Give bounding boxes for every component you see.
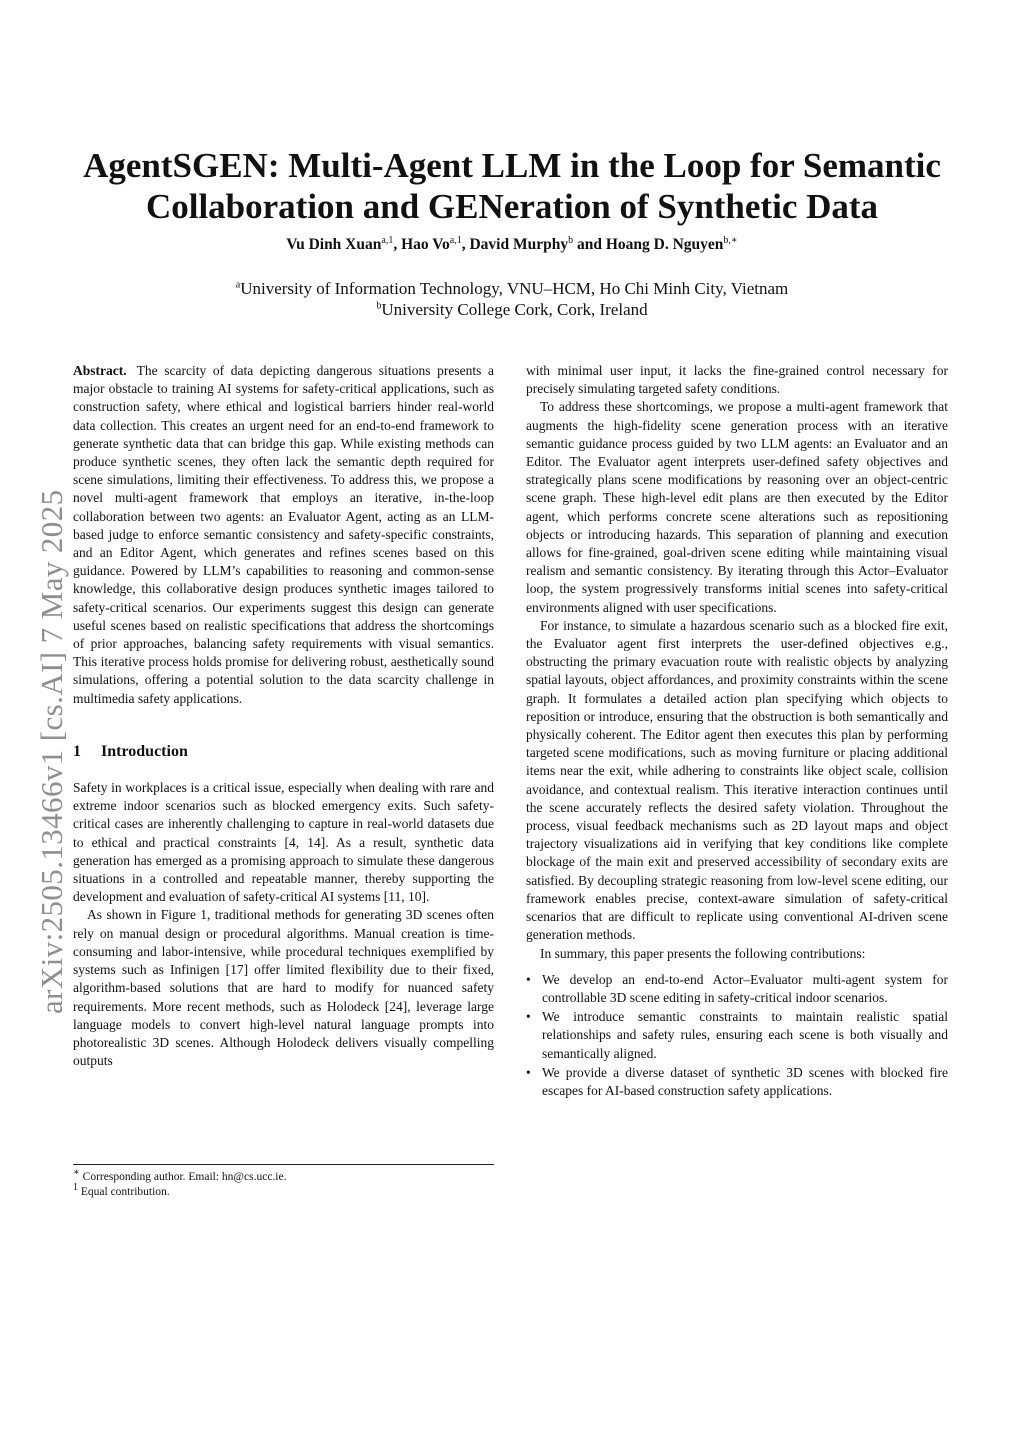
paper-title [60,145,964,227]
abstract-text: The scarcity of data depicting dangerous situations presents a major obstacle to training AI systems for safety-critical applications, such as construction safety, where ethical and logistical barriers hinder real-world data collection. This creates an urgent need for an end-to-end framework to generate synthetic data that can bridge this gap. While existing methods can produce synthetic scenes, they often lack the semantic depth required for scene simulations, limiting their effectiveness. To address this, we propose a novel multi-agent framework that employs an iterative, in-the-loop collaboration between two agents: an Evaluator Agent, acting as an LLM-based judge to enforce semantic consistency and safety-specific constraints, and an Editor Agent, which generates and refines scenes based on this guidance. Powered by LLM’s capabilities to reasoning and common-sense knowledge, this collaborative design produces synthetic images tailored to safety-critical scenarios. Our experiments suggest this design can generate useful scenes based on realistic specifications that address the shortcomings of prior approaches, balancing safety requirements with visual semantics. This iterative process holds promise for delivering robust, aesthetically sound simulations, offering a potential solution to the data scarcity challenge in multimedia safety applications. [73,363,494,706]
right-column [526,362,948,1101]
right-paragraph-3: For instance, to simulate a hazardous scenario such as a blocked fire exit, the Evaluator agent first interprets the user-defined objectives e.g., obstructing the primary evacuation route with realistic objects by analyzing spatial layouts, object affordances, and proximity constraints within the scene graph. It formulates a detailed action plan specifying which objects to reposition or introduce, ensuring that the obstruction is both semantically and physically coherent. The Editor agent then executes this plan by performing targeted scene modifications, such as moving furniture or placing additional items near the exit, while adhering to constraints like object scale, collision avoidance, and contextual realism. This iterative interaction continues until the scene accurately reflects the desired safety violation. Throughout the process, visual feedback mechanisms such as 2D layout maps and object trajectory visualizations aid in verifying that key conditions like complete blockage of the main exit and preserved accessibility of secondary exits are satisfied. By decoupling strategic reasoning from low-level scene editing, our framework enables precise, context-aware simulation of safety-critical scenarios that are difficult to replicate using conventional AI-driven scene generation methods. [526,617,948,943]
author-affil-mark: b,∗ [723,234,738,246]
right-paragraph-4: In summary, this paper presents the following contributions: [540,945,866,961]
title-line-1: AgentSGEN: Multi-Agent LLM in the Loop for Semantic [83,146,941,185]
affiliations [60,278,964,320]
contribution-list [526,971,948,1100]
contribution-text: We develop an end-to-end Actor–Evaluator multi-agent system for controllable 3D scene editing in safety-critical indoor scenarios. [542,971,948,1005]
section-heading-introduction [73,743,494,761]
intro-paragraph-2: As shown in Figure 1, traditional methods for generating 3D scenes often rely on manual design or procedural algorithms. Manual creation is time-consuming and labor-intensive, while procedural techniques exemplified by systems such as Infinigen [17] offer limited flexibility due to their fixed, algorithm-based solutions that are hard to modify for nuanced safety requirements. More recent methods, such as Holodeck [24], leverage large language models to convert high-level natural language prompts into photorealistic 3D scenes. Although Holodeck delivers visually compelling outputs [73,907,494,1069]
section-number: 1 [73,742,81,760]
affiliation-text: University College Cork, Cork, Ireland [381,300,648,319]
bullet-icon: • [526,971,531,987]
footnote-divider [73,1164,494,1165]
affiliation-line [60,299,964,320]
affiliation-line [60,278,964,299]
footnote-text: Equal contribution. [80,1186,170,1198]
abstract [73,362,494,708]
author-affil-mark: a,1 [449,234,462,246]
arxiv-identifier: arXiv:2505.13466v1 [cs.AI] 7 May 2025 [34,489,69,1014]
author-affil-mark: b [568,234,574,246]
list-item [526,1064,948,1100]
list-item [526,971,948,1007]
footnotes [73,1167,494,1200]
list-item [526,1008,948,1063]
author-name: Vu Dinh Xuan [286,236,382,253]
contribution-text: We provide a diverse dataset of synthetic 3D scenes with blocked fire escapes for AI-based construction safety applications. [542,1064,948,1098]
section-title: Introduction [101,742,188,760]
left-column [73,362,494,1070]
affiliation-mark: b [376,300,382,312]
footnote-text: Corresponding author. Email: hn@cs.ucc.ie. [82,1171,287,1183]
author-name: Hoang D. Nguyen [605,236,724,253]
affiliation-mark: a [235,279,241,291]
contribution-text: We introduce semantic constraints to maintain realistic spatial relationships and safety rules, ensuring each scene is both visually and semantically aligned. [542,1009,948,1061]
title-line-2: Collaboration and GENeration of Synthetic Data [145,187,879,226]
bullet-icon: • [526,1009,531,1025]
author-separator: , [461,236,470,253]
author-separator: , [393,236,402,253]
abstract-label: Abstract. [73,363,127,378]
footnote-equal [73,1182,494,1200]
right-paragraph-1: with minimal user input, it lacks the fine-grained control necessary for precisely simulating targeted safety conditions. [526,363,948,397]
right-paragraph-2: To address these shortcomings, we propose a multi-agent framework that augments the high-fidelity scene generation process with an iterative semantic guidance process guided by two LLM agents: an Evaluator and an Editor. The Evaluator agent interprets user-defined safety objectives and strategically plans scene modifications by reasoning over an object-centric scene graph. These high-level edit plans are then executed by the Editor agent, which performs concrete scene alterations such as repositioning objects or introducing hazards. This separation of planning and execution allows for fine-grained, goal-driven scene editing while maintaining visual realism and semantic consistency. By iterating through this Actor–Evaluator loop, the system progressively transforms initial scenes into safety-critical environments aligned with user specifications. [526,399,948,615]
intro-paragraph-1: Safety in workplaces is a critical issue, especially when dealing with rare and extreme indoor scenarios such as blocked emergency exits. Such safety-critical cases are inherently challenging to capture in real-world datasets due to ethical and practical constraints [4, 14]. As a result, synthetic data generation has emerged as a promising approach to simulate these dangerous situations in a controlled and repeatable manner, thereby supporting the development and evaluation of safety-critical AI systems [11, 10]. [73,780,494,905]
affiliation-text: University of Information Technology, VNU–HCM, Ho Chi Minh City, Vietnam [240,279,789,298]
author-separator: and [573,236,606,253]
footnote-mark: ∗ [73,1167,80,1179]
footnote-corresponding [73,1167,494,1185]
footnote-mark: 1 [73,1182,78,1194]
author-list [60,236,964,254]
bullet-icon: • [526,1064,531,1080]
author-name: Hao Vo [401,236,450,253]
author-affil-mark: a,1 [381,234,394,246]
author-name: David Murphy [469,236,569,253]
